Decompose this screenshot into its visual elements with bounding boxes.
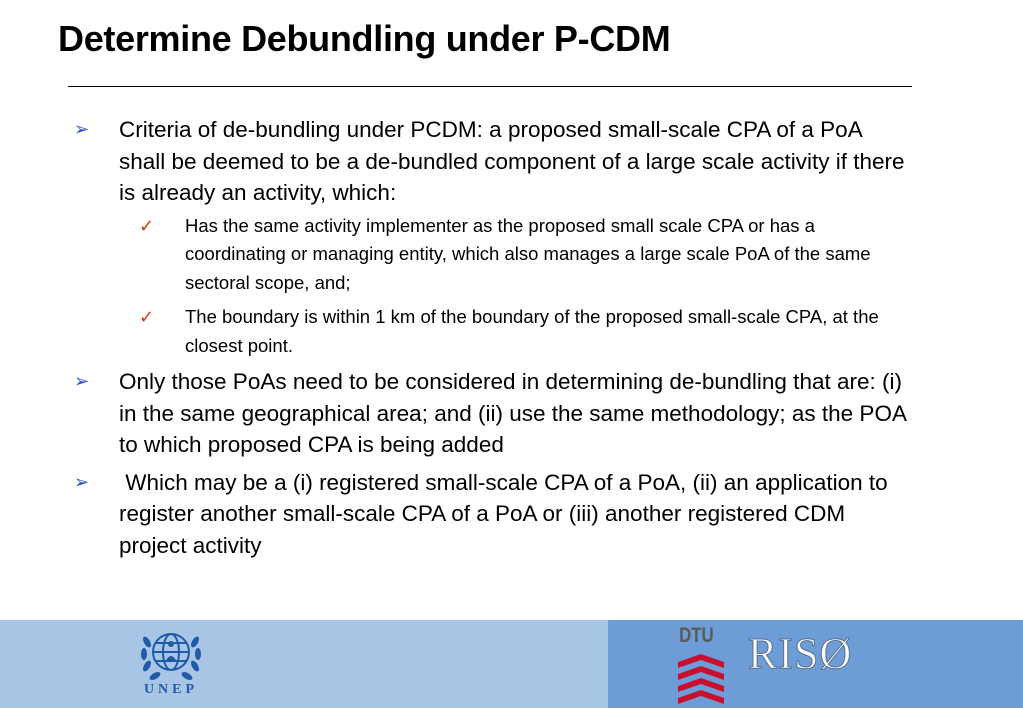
sub-bullet-text: Has the same activity implementer as the proposed small scale CPA or has a coordinating or managing entity, which also manages a large scale PoA of the same sectoral scope, and; bbox=[185, 214, 871, 293]
arrow-bullet-icon: ➢ bbox=[74, 371, 90, 391]
sub-bullet-text: The boundary is within 1 km of the boundary of the proposed small-scale CPA, at the closest point. bbox=[185, 306, 879, 356]
arrow-bullet-icon: ➢ bbox=[74, 471, 90, 492]
bullet-text: Criteria of de-bundling under PCDM: a proposed small-scale CPA of a PoA shall be deemed to be a de-bundled component of a large scale activity if there is already an activity, which: bbox=[119, 117, 905, 205]
footer-left-panel bbox=[0, 620, 608, 708]
sub-bullet-item bbox=[0, 303, 905, 360]
slide-title: Determine Debundling under P-CDM bbox=[58, 18, 671, 59]
footer-bar bbox=[0, 620, 1023, 708]
bullet-item bbox=[0, 114, 909, 209]
arrow-bullet-icon: ➢ bbox=[74, 119, 90, 139]
slide-content bbox=[0, 114, 1023, 567]
sub-bullet-list bbox=[0, 212, 1023, 361]
bullet-text: Only those PoAs need to be considered in determining de-bundling that are: (i) in the same geographical area; and (ii) use the same methodology; as the POA to which proposed CPA is being added bbox=[119, 369, 906, 457]
unep-emblem-icon bbox=[135, 622, 207, 682]
dtu-logo bbox=[678, 624, 724, 702]
dtu-waves-icon bbox=[678, 654, 724, 704]
bullet-text: Which may be a (i) registered small-scale CPA of a PoA, (ii) an application to register another small-scale CPA of a PoA or (iii) another registered CDM project activity bbox=[119, 469, 894, 558]
unep-logo bbox=[135, 622, 207, 702]
unep-label: UNEP bbox=[143, 682, 199, 697]
sub-bullet-item bbox=[0, 212, 905, 298]
checkmark-bullet-icon: ✓ bbox=[139, 307, 155, 327]
checkmark-bullet-icon: ✓ bbox=[139, 215, 155, 236]
dtu-label: DTU bbox=[679, 624, 714, 647]
title-divider bbox=[68, 86, 912, 87]
bullet-item bbox=[0, 366, 909, 461]
riso-logo: RISØ bbox=[748, 629, 853, 678]
bullet-item bbox=[0, 467, 909, 562]
